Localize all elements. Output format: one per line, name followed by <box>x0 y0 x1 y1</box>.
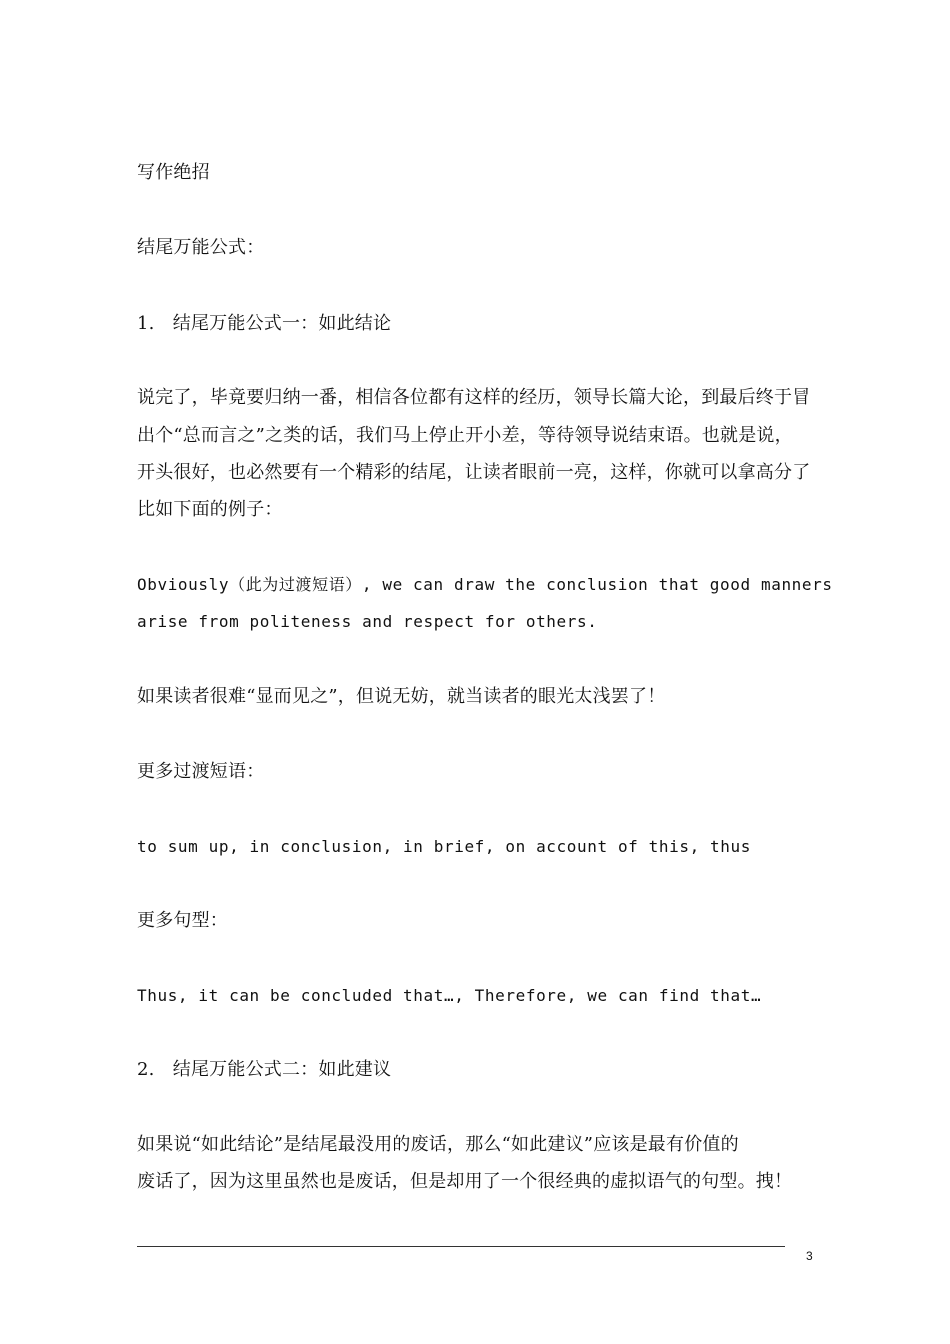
example-line-2: arise from politeness and respect for others. <box>137 612 598 631</box>
formula1-paragraph-line-1: 说完了，毕竟要归纳一番，相信各位都有这样的经历，领导长篇大论，到最后终于冒 <box>137 387 811 408</box>
formula1-comment: 如果读者很难“显而见之”，但说无妨，就当读者的眼光太浅罢了！ <box>137 686 666 707</box>
example-line-1: Obviously（此为过渡短语）, we can draw the conclusion that good manners <box>137 575 833 594</box>
more-transitions-label: 更多过渡短语： <box>137 761 265 782</box>
page-number: 3 <box>806 1249 813 1263</box>
formula1-heading: 1. 结尾万能公式一：如此结论 <box>137 313 392 334</box>
more-transitions-list: to sum up, in conclusion, in brief, on account of this, thus <box>137 837 751 856</box>
more-patterns-list: Thus, it can be concluded that…, Therefore, we can find that… <box>137 986 762 1005</box>
section-heading: 结尾万能公式： <box>137 237 265 258</box>
formula1-paragraph-line-3: 开头很好，也必然要有一个精彩的结尾，让读者眼前一亮，这样，你就可以拿高分了 <box>137 462 811 483</box>
more-patterns-label: 更多句型： <box>137 910 228 931</box>
formula2-paragraph-line-2: 废话了，因为这里虽然也是废话，但是却用了一个很经典的虚拟语气的句型。拽！ <box>137 1171 793 1192</box>
document-title: 写作绝招 <box>137 162 210 183</box>
footer-divider <box>137 1246 785 1247</box>
formula1-paragraph-line-4: 比如下面的例子： <box>137 499 283 520</box>
formula1-paragraph-line-2: 出个“总而言之”之类的话，我们马上停止开小差，等待领导说结束语。也就是说， <box>137 425 793 446</box>
formula2-heading: 2. 结尾万能公式二：如此建议 <box>137 1059 392 1080</box>
formula2-paragraph-line-1: 如果说“如此结论”是结尾最没用的废话，那么“如此建议”应该是最有价值的 <box>137 1134 739 1155</box>
